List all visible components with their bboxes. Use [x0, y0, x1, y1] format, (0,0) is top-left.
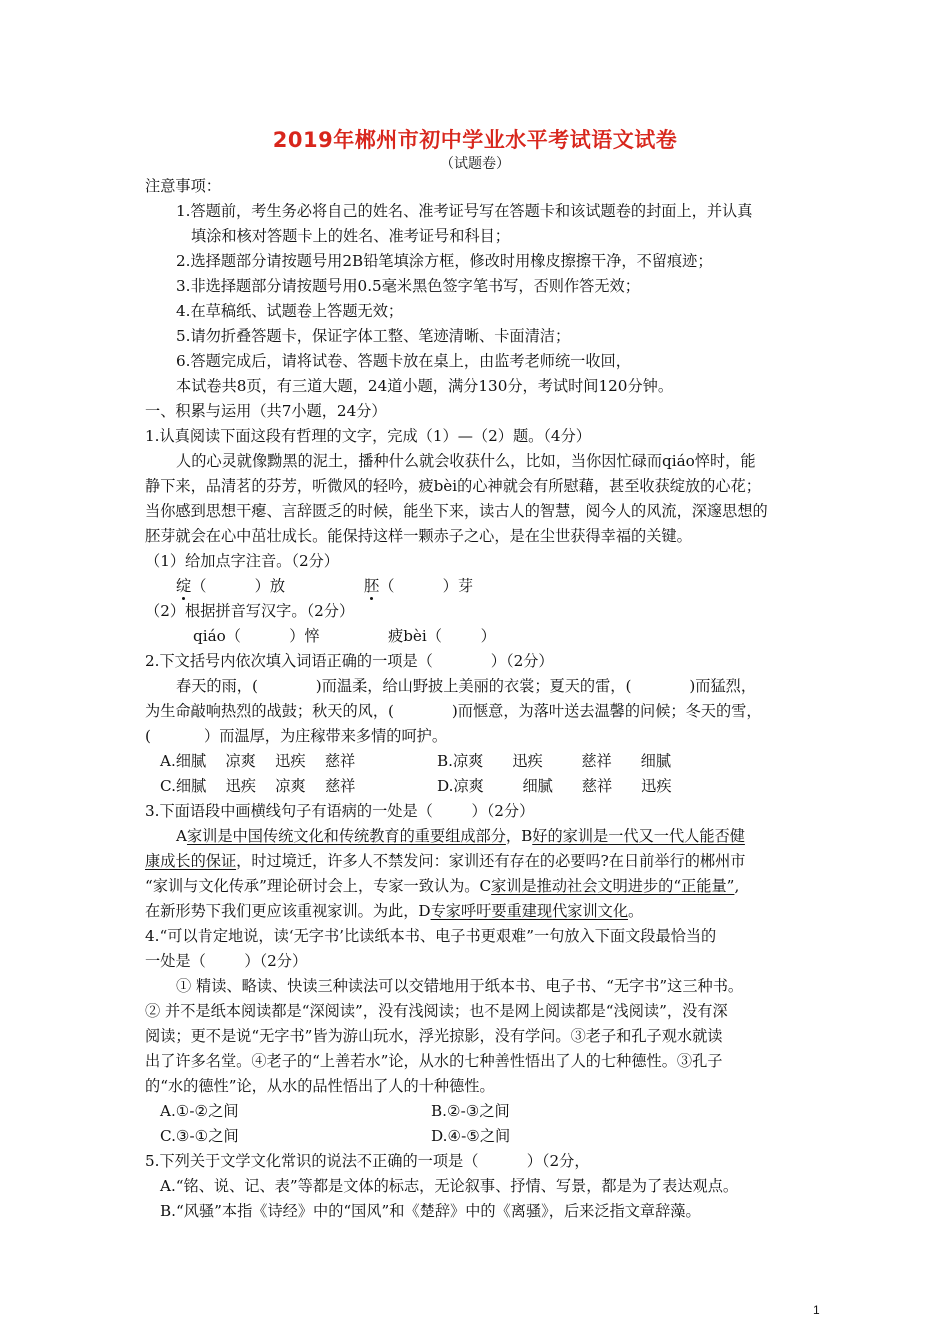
q1-passage-line: 静下来，品清茗的芬芳，听微风的轻吟，疲bèi的心神就会有所慰藉，甚至收获绽放的心花； — [145, 477, 761, 495]
q3-passage-line — [145, 851, 745, 871]
q4-passage-line: ① 精读、略读、快读三种读法可以交错地用于纸本书、电子书、“无字书”这三种书。 — [176, 977, 744, 995]
q1-passage-line: 当你感到思想干瘪、言辞匮乏的时候，能坐下来，读古人的智慧，阅今人的风流，深邃思想的 — [145, 502, 768, 520]
q4-stem: 一处是（ ）（2分） — [145, 952, 308, 970]
underlined-sentence-d: 专家呼吁要重建现代家训文化 — [430, 902, 628, 920]
q1-stem: 1.认真阅读下面这段有哲理的文字，完成（1）—（2）题。（4分） — [145, 427, 591, 445]
q1-char-blank-qiao: qiáo（ ）悴 — [193, 627, 320, 645]
q3-passage-line — [145, 901, 643, 921]
label-b: ，B — [505, 827, 533, 845]
q5-stem: 5.下列关于文学文化常识的说法不正确的一项是（ ）（2分， — [145, 1152, 590, 1170]
notice-item: 填涂和核对答题卡上的姓名、准考证号和科目； — [191, 227, 510, 245]
answer-blank: （ ）放 — [191, 577, 286, 595]
passage-text: “家训与文化传承”理论研讨会上，专家一致认为。C — [145, 877, 492, 895]
q4-passage-line: 的“水的德性”论，从水的品性悟出了人的十种德性。 — [145, 1077, 495, 1095]
q4-passage-line: ② 并不是纸本阅读都是“深阅读”，没有浅阅读；也不是网上阅读都是“浅阅读”，没有深 — [145, 1002, 728, 1020]
q1-passage-line: 人的心灵就像黝黑的泥土，播种什么就会收获什么，比如，当你因忙碌而qiáo悴时，能 — [176, 452, 756, 470]
underlined-sentence-a: 家训是中国传统文化和传统教育的重要组成部分 — [186, 827, 506, 845]
notice-heading: 注意事项： — [145, 177, 221, 195]
q2-option-d: D.凉爽 细腻 慈祥 迅疾 — [437, 777, 672, 795]
q1-char-blank-bei: 疲bèi（ ） — [388, 627, 496, 645]
q2-passage-line: 春天的雨，( )而温柔，给山野披上美丽的衣裳；夏天的雷，( )而猛烈， — [176, 677, 757, 695]
section-heading: 一、积累与运用（共7小题，24分） — [145, 402, 387, 420]
q2-option-b: B.凉爽 迅疾 慈祥 细腻 — [437, 752, 672, 770]
passage-text: ，时过境迁，许多人不禁发问：家训还有存在的必要吗?在日前举行的郴州市 — [236, 852, 746, 870]
dotted-char: 绽 — [176, 577, 192, 595]
passage-text: 。 — [628, 902, 644, 920]
underlined-sentence-b: 好的家训是一代又一代人能否健 — [532, 827, 745, 845]
q2-stem: 2.下文括号内依次填入词语正确的一项是（ ）（2分） — [145, 652, 554, 670]
q4-stem: 4.“可以肯定地说，读‘无字书’比读纸本书、电子书更艰难”一句放入下面文段最恰当的 — [145, 927, 717, 945]
q4-option-c: C.③-①之间 — [160, 1127, 239, 1145]
q1-pinyin-blank-pei — [364, 576, 473, 596]
q2-passage-line: ( ）而温厚，为庄稼带来多情的呵护。 — [145, 727, 448, 745]
q3-stem: 3.下面语段中画横线句子有语病的一处是（ ）（2分） — [145, 802, 535, 820]
notice-item: 1.答题前，考生务必将自己的姓名、准考证号写在答题卡和该试题卷的封面上，并认真 — [176, 202, 753, 220]
q5-option-b: B.“风骚”本指《诗经》中的“国风”和《楚辞》中的《离骚》，后来泛指文章辞藻。 — [160, 1202, 701, 1220]
q4-option-d: D.④-⑤之间 — [431, 1127, 511, 1145]
notice-summary: 本试卷共8页，有三道大题，24道小题，满分130分，考试时间120分钟。 — [176, 377, 674, 395]
q1-passage-line: 胚芽就会在心中茁壮成长。能保持这样一颗赤子之心，是在尘世获得幸福的关键。 — [145, 527, 692, 545]
q2-passage-line: 为生命敲响热烈的战鼓；秋天的风，( )而惬意，为落叶送去温馨的问候；冬天的雪， — [145, 702, 762, 720]
passage-text: 在新形势下我们更应该重视家训。为此，D — [145, 902, 431, 920]
q3-passage-line — [145, 876, 739, 896]
q4-option-a: A.①-②之间 — [160, 1102, 239, 1120]
q4-passage-line: 出了许多名堂。④老子的“上善若水”论，从水的七种善性悟出了人的七种德性。③孔子 — [145, 1052, 723, 1070]
notice-item: 5.请勿折叠答题卡，保证字体工整、笔迹清晰、卡面清洁； — [176, 327, 571, 345]
underlined-sentence-c: 家训是推动社会文明进步的“正能量” — [491, 877, 735, 895]
q3-passage-line — [176, 826, 745, 846]
notice-item: 2.选择题部分请按题号用2B铅笔填涂方框，修改时用橡皮擦擦干净，不留痕迹； — [176, 252, 713, 270]
q2-option-c: C.细腻 迅疾 凉爽 慈祥 — [160, 777, 356, 795]
q1-sub2: （2）根据拼音写汉字。（2分） — [145, 602, 355, 620]
passage-text: , — [734, 877, 740, 895]
q5-option-a: A.“铭、说、记、表”等都是文体的标志，无论叙事、抒情、写景，都是为了表达观点。 — [160, 1177, 739, 1195]
page-subtitle: （试题卷） — [440, 156, 510, 172]
q4-option-b: B.②-③之间 — [431, 1102, 510, 1120]
dotted-char: 胚 — [364, 577, 380, 595]
underlined-sentence-b: 康成长的保证 — [145, 852, 237, 870]
q1-sub1: （1）给加点字注音。（2分） — [145, 552, 339, 570]
q1-pinyin-blank-zhan — [176, 576, 285, 596]
notice-item: 6.答题完成后，请将试卷、答题卡放在桌上，由监考老师统一收回， — [176, 352, 631, 370]
page-number: 1 — [813, 1303, 820, 1317]
q4-passage-line: 阅读；更不是说“无字书”皆为游山玩水，浮光掠影，没有学问。③老子和孔子观水就读 — [145, 1027, 723, 1045]
notice-item: 4.在草稿纸、试题卷上答题无效； — [176, 302, 404, 320]
label-a: A — [176, 827, 187, 845]
answer-blank: （ ）芽 — [379, 577, 474, 595]
q2-option-a: A.细腻 凉爽 迅疾 慈祥 — [160, 752, 356, 770]
page-title: 2019年郴州市初中学业水平考试语文试卷 — [272, 128, 678, 152]
notice-item: 3.非选择题部分请按题号用0.5毫米黑色签字笔书写，否则作答无效； — [176, 277, 640, 295]
